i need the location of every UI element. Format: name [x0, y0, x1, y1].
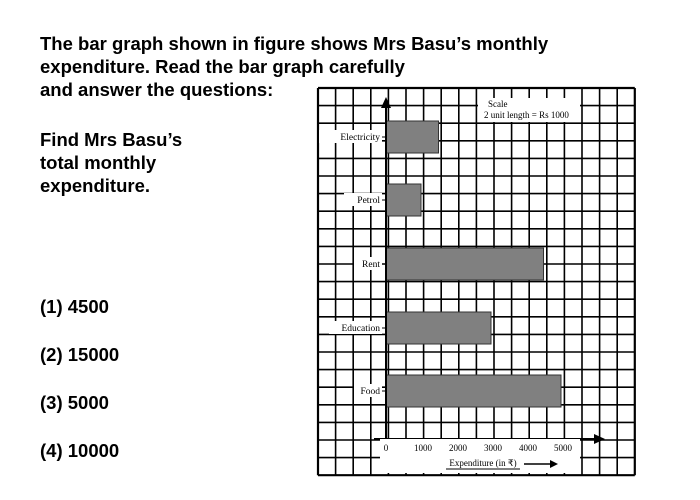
option-2[interactable]: (2) 15000 [40, 344, 120, 365]
bar-education [386, 312, 491, 344]
chart-bars [386, 121, 561, 407]
y-axis-arrow [381, 97, 391, 108]
scale-text: 2 unit length = Rs 1000 [484, 110, 569, 120]
category-label: Education [341, 324, 380, 334]
x-tick-label: 0 [383, 443, 389, 453]
x-axis-label: Expenditure (in ₹) [449, 458, 517, 468]
question-line: expenditure. Read the bar graph carefully [40, 56, 405, 77]
category-label: Rent [362, 260, 380, 270]
question-line: and answer the questions: [40, 79, 274, 100]
category-label: Electricity [340, 133, 380, 143]
category-label: Food [360, 387, 380, 397]
x-tick-label: 2000 [449, 443, 467, 453]
x-tick-label: 1000 [414, 443, 432, 453]
scale-title: Scale [488, 99, 508, 109]
prompt-line: total monthly [40, 152, 157, 173]
option-4[interactable]: (4) 10000 [40, 440, 120, 461]
bar-electricity [386, 121, 439, 153]
bar-rent [386, 248, 544, 280]
category-label: Petrol [357, 196, 380, 206]
option-3[interactable]: (3) 5000 [40, 392, 109, 413]
option-1[interactable]: (1) 4500 [40, 296, 109, 317]
x-tick-label: 4000 [519, 443, 537, 453]
chart-grid [318, 88, 635, 475]
prompt-line: expenditure. [40, 175, 150, 196]
prompt-line: Find Mrs Basu’s [40, 129, 183, 150]
bar-petrol [386, 184, 421, 216]
bar-food [386, 375, 561, 407]
x-tick-label: 5000 [554, 443, 572, 453]
question-line: The bar graph shown in figure shows Mrs Basu’s monthly [40, 33, 549, 54]
x-tick-label: 3000 [484, 443, 502, 453]
chart-labels [319, 98, 580, 473]
